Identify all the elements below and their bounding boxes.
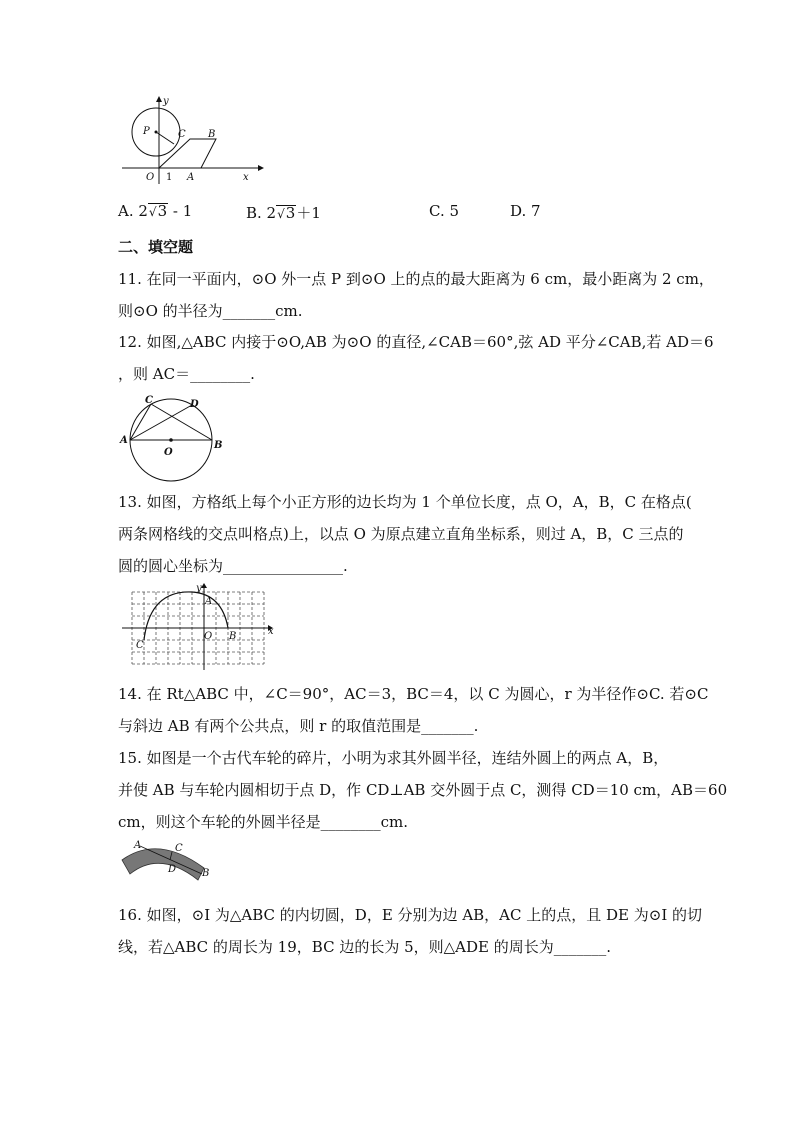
figure-q10 [118, 92, 268, 187]
x-axis-arrow [258, 165, 264, 171]
label-b: B [202, 868, 210, 879]
q16-line1: 16. 如图，⊙I 为△ABC 的内切圆，D，E 分别为边 AB，AC 上的点，且 DE 为⊙I 的切 [118, 906, 703, 924]
label-d: D [168, 864, 177, 875]
label-o: O [164, 447, 173, 458]
label-c: C [145, 395, 153, 406]
point-o [169, 438, 173, 442]
figure-q12 [118, 393, 228, 488]
label-c: C [175, 843, 183, 854]
label-d: D [190, 399, 199, 410]
label-p: P [143, 126, 150, 137]
q15-line2: 并使 AB 与车轮内圆相切于点 D，作 CD⊥AB 交外圆于点 C，测得 CD＝10 cm，AB＝60 [118, 781, 728, 799]
q13-line1: 13. 如图，方格纸上每个小正方形的边长均为 1 个单位长度，点 O，A，B，C 在格点( [118, 493, 692, 511]
option-c: C. 5 [429, 202, 460, 220]
label-a: A [187, 172, 195, 183]
point-p [155, 131, 158, 134]
q12-line1: 12. 如图,△ABC 内接于⊙O,AB 为⊙O 的直径,∠CAB＝60°,弦 AD 平分∠CAB,若 AD＝6 [118, 333, 714, 351]
q12-line2: ，则 AC＝________. [118, 365, 255, 383]
q14-line2: 与斜边 AB 有两个公共点，则 r 的取值范围是_______. [118, 717, 479, 735]
label-y: y [196, 583, 202, 594]
label-a: A [120, 435, 128, 446]
label-x: x [243, 172, 249, 183]
label-o: O [204, 631, 213, 642]
q14-line1: 14. 在 Rt△ABC 中，∠C＝90°，AC＝3，BC＝4，以 C 为圆心，r 为半径作⊙C. 若⊙C [118, 685, 709, 703]
q11-line1: 11. 在同一平面内，⊙O 外一点 P 到⊙O 上的点的最大距离为 6 cm，最小距离为 2 cm， [118, 270, 714, 288]
option-b: B. 2√3＋1 [246, 204, 321, 222]
q13-line2: 两条网格线的交点叫格点)上，以点 O 为原点建立直角坐标系，则过 A，B，C 三点的 [118, 525, 684, 543]
label-a: A [205, 596, 213, 607]
figure-q15 [118, 838, 228, 888]
q11-line2: 则⊙O 的半径为_______cm. [118, 302, 303, 320]
q13-line3: 圆的圆心坐标为________________. [118, 557, 348, 575]
wheel-fragment [122, 849, 204, 880]
figure-q13 [118, 582, 278, 672]
q16-line2: 线，若△ABC 的周长为 19，BC 边的长为 5，则△ADE 的周长为_______. [118, 938, 612, 956]
label-b: B [229, 631, 237, 642]
label-a: A [134, 840, 142, 851]
label-b: B [214, 440, 223, 451]
q15-line1: 15. 如图是一个古代车轮的碎片，小明为求其外圆半径，连结外圆上的两点 A，B， [118, 749, 669, 767]
arc-abc [144, 592, 228, 640]
section-heading: 二、填空题 [118, 238, 194, 256]
segment-cb [151, 404, 212, 440]
y-axis-arrow [156, 96, 162, 102]
y-axis-arrow [201, 583, 207, 588]
label-c: C [178, 129, 186, 140]
label-x: x [268, 626, 274, 637]
q15-line3: cm，则这个车轮的外圆半径是________cm. [118, 813, 409, 831]
label-o: O [146, 172, 155, 183]
label-y: y [163, 96, 169, 107]
label-c: C [136, 640, 144, 651]
option-a: A. 2√3 - 1 [118, 202, 193, 220]
option-d: D. 7 [510, 202, 541, 220]
label-b: B [208, 129, 216, 140]
label-one: 1 [166, 172, 173, 183]
